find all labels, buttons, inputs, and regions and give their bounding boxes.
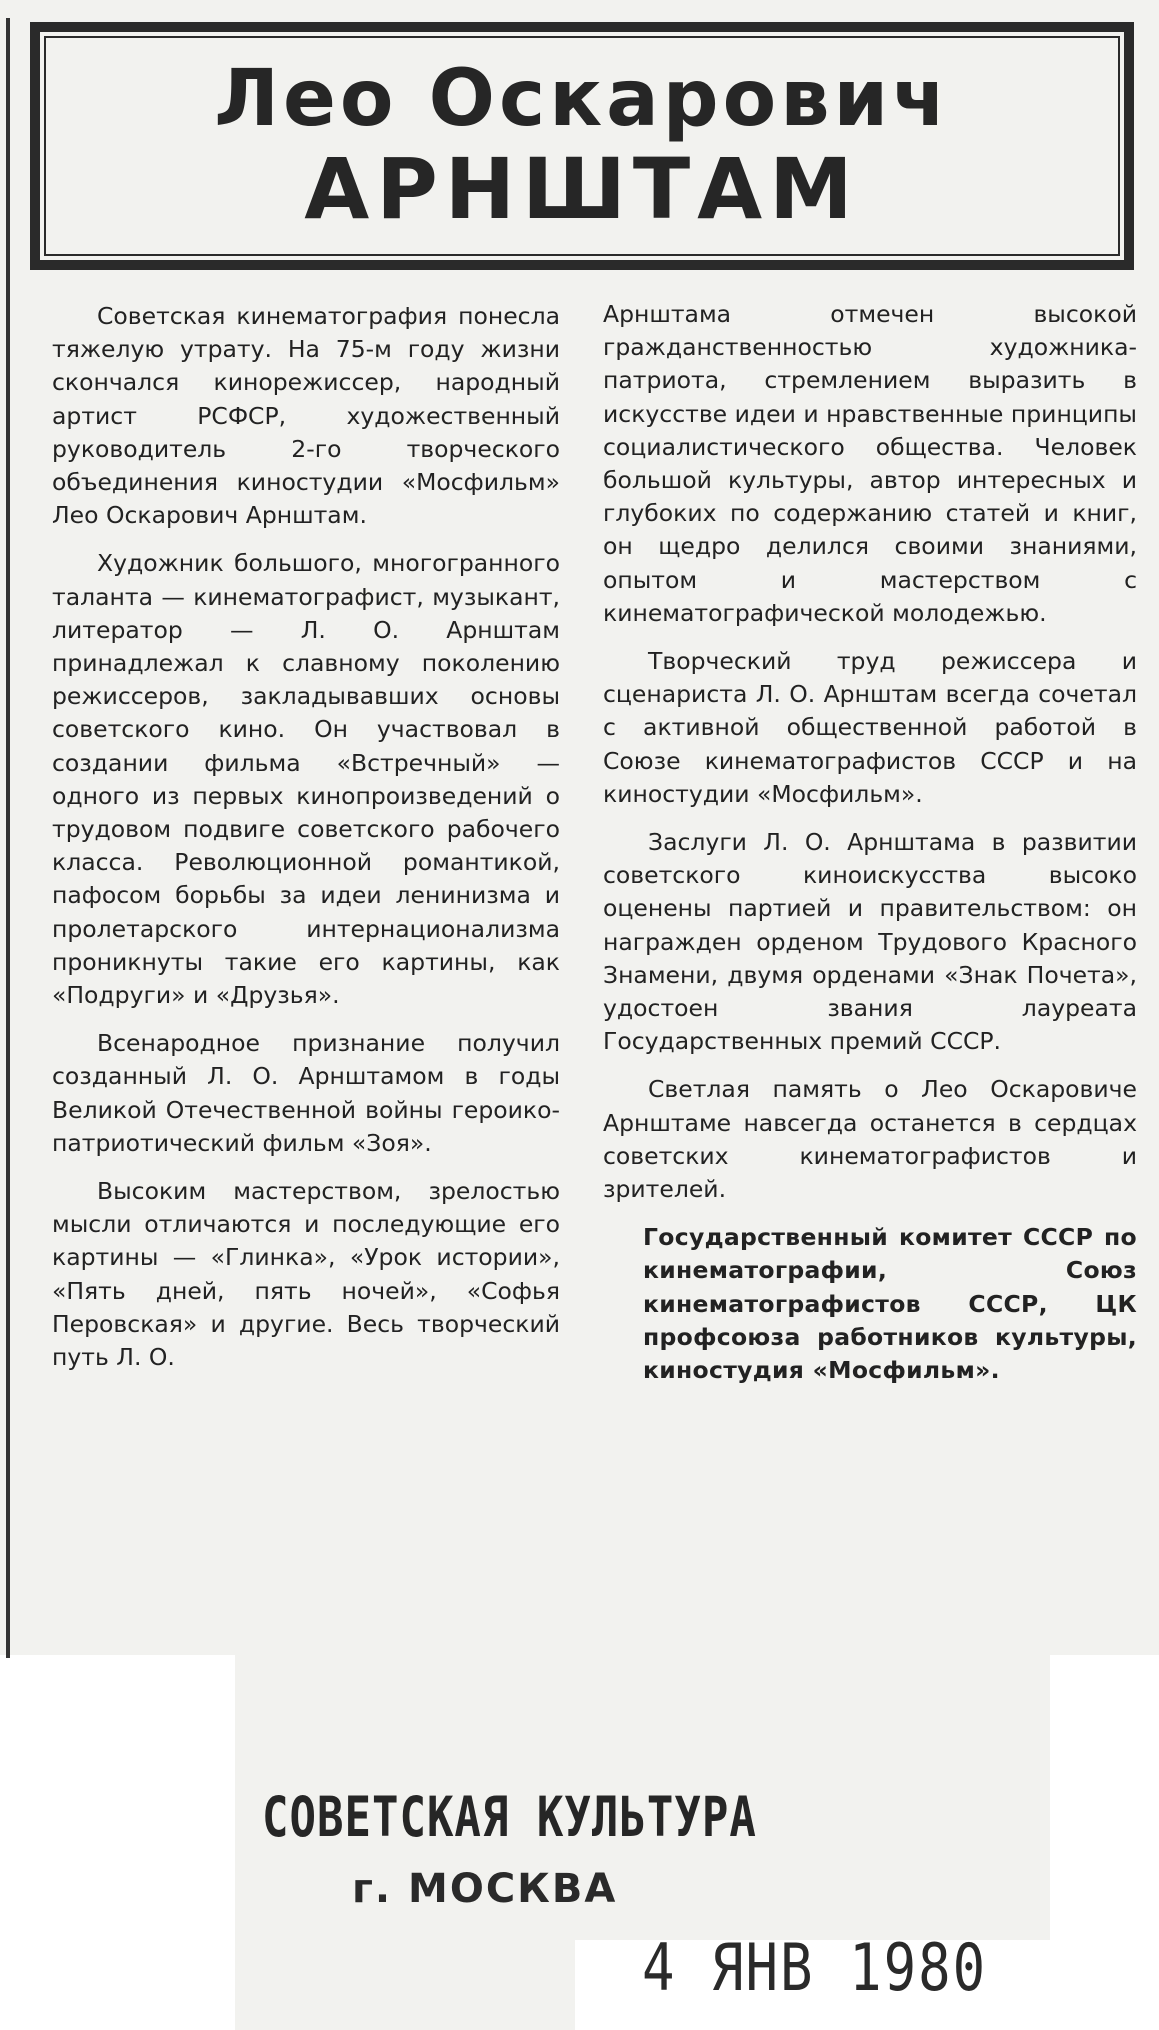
stamp-date: 4 ЯНВ 1980	[642, 1930, 988, 2006]
person-name: Лео Оскарович	[214, 53, 950, 144]
article-paragraph: Всенародное признание получил созданный Л. О. Арнштамом в годы Великой Отечественной войны героико-патриотический фильм «Зоя».	[52, 1029, 560, 1157]
article-paragraph: Арнштама отмечен высокой гражданственностью художника-патриота, стремлением выразить в искусстве идеи и нравственные принципы социалистического общества. Человек большой культуры, автор интересных и глубоких по содержанию статей и книг, он щедро делился своими знаниями, опытом и мастерством с кинематографической молодежью.	[603, 300, 1137, 627]
article-paragraph: Советская кинематография понесла тяжелую утрату. На 75-м году жизни скончался кинорежиссер, народный артист РСФСР, художественный руководитель 2-го творческого объединения киностудии «Мосфильм» Лео Оскарович Арнштам.	[52, 302, 560, 530]
stamp-city: г. МОСКВА	[352, 1866, 618, 1912]
article-paragraph: Творческий труд режиссера и сценариста Л. О. Арнштам всегда сочетал с активной общественной работой в Союзе кинематографистов СССР и на киностудии «Мосфильм».	[603, 647, 1137, 808]
stamp-newspaper-name: СОВЕТСКАЯ КУЛЬТУРА	[262, 1786, 757, 1850]
article-paragraph: Светлая память о Лео Оскаровиче Арнштаме навсегда останется в сердцах советских кинематографистов и зрителей.	[603, 1075, 1137, 1204]
article-paragraph: Художник большого, многогранного таланта — кинематографист, музыкант, литератор — Л. О. Арнштам принадлежал к славному поколению режиссеров, закладывавших основы советского кино. Он участвовал в создании фильма «Встречный» — одного из первых кинопроизведений о трудовом подвиге советского рабочего класса. Революционной романтикой, пафосом борьбы за идеи ленинизма и пролетарского интернационализма проникнуты такие его картины, как «Подруги» и «Друзья».	[52, 549, 560, 1010]
article-paragraph: Заслуги Л. О. Арнштама в развитии советского киноискусства высоко оценены партией и правительством: он награжден орденом Трудового Красного Знамени, двумя орденами «Знак Почета», удостоен звания лауреата Государственных премий СССР.	[603, 828, 1137, 1056]
article-column-left	[52, 300, 560, 1389]
person-surname: АРНШТАМ	[304, 139, 860, 238]
article-paragraph: Высоким мастерством, зрелостью мысли отличаются и последующие его картины — «Глинка», «Урок истории», «Пять дней, пять ночей», «Софья Перовская» и другие. Весь творческий путь Л. О.	[52, 1177, 560, 1372]
article-column-right	[603, 298, 1137, 1402]
column-rule	[6, 18, 10, 1658]
obituary-header	[30, 22, 1134, 270]
obituary-signature: Государственный комитет СССР по кинематографии, Союз кинематографистов СССР, ЦК профсоюза работников культуры, киностудия «Мосфильм».	[643, 1223, 1137, 1385]
